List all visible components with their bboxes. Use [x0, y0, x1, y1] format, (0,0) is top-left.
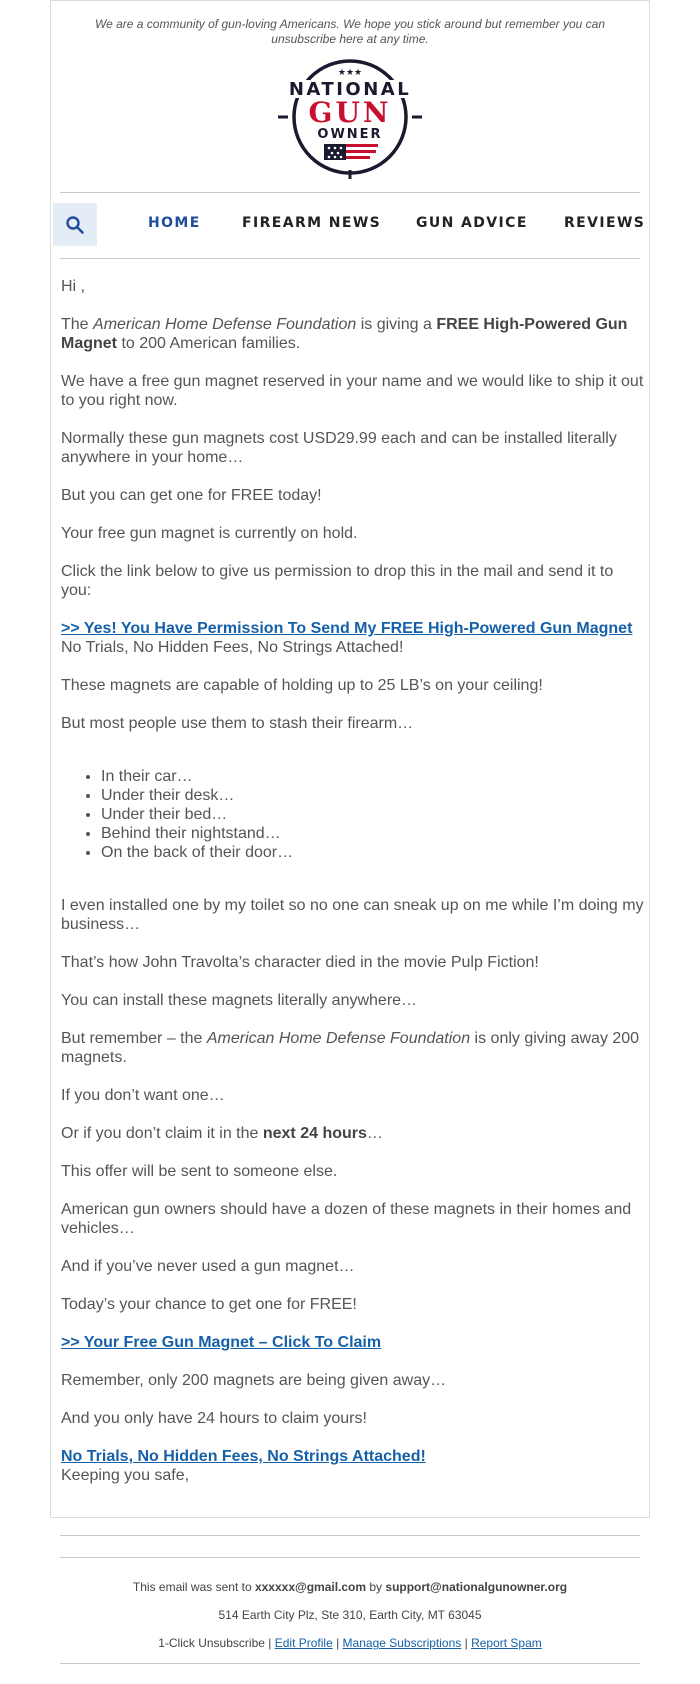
paragraph-on-hold: Your free gun magnet is currently on hold.	[61, 525, 358, 542]
paragraph-reserved: We have a free gun magnet reserved in your name and we would like to ship it out to you right now.	[61, 373, 644, 409]
paragraph-dont-want: If you don’t want one…	[61, 1087, 225, 1104]
footer-address: 514 Earth City Plz, Ste 310, Earth City, MT 63045	[218, 1608, 482, 1622]
nav-firearm-news[interactable]: FIREARM NEWS	[242, 215, 382, 231]
paragraph-capacity: These magnets are capable of holding up to 25 LB’s on your ceiling!	[61, 677, 543, 694]
footer-divider-1	[60, 1535, 640, 1536]
report-spam-link[interactable]: Report Spam	[471, 1636, 542, 1650]
header-divider-top	[60, 192, 640, 193]
paragraph-claim-yours: And you only have 24 hours to claim yours!	[61, 1410, 367, 1427]
logo-word-national: NATIONAL	[288, 79, 412, 100]
list-item: • Under their desk…	[101, 786, 647, 805]
search-icon	[65, 215, 85, 235]
list-item: • Behind their nightstand…	[101, 824, 647, 843]
paragraph-offer: The American Home Defense Foundation is giving a FREE High-Powered Gun Magnet to 200 American families.	[61, 316, 628, 352]
permission-link[interactable]: >> Yes! You Have Permission To Send My FREE High-Powered Gun Magnet	[61, 620, 633, 637]
list-item: • In their car…	[101, 767, 647, 786]
logo-word-gun: GUN	[308, 96, 392, 129]
logo-flag	[324, 144, 378, 160]
paragraph-free-today: But you can get one for FREE today!	[61, 487, 322, 504]
paragraph-24-hours: Or if you don’t claim it in the next 24 hours…	[61, 1125, 383, 1142]
signoff: Keeping you safe,	[61, 1467, 190, 1484]
paragraph-given-away: Remember, only 200 magnets are being given away…	[61, 1372, 447, 1389]
nav-gun-advice[interactable]: GUN ADVICE	[416, 215, 528, 231]
footer-links: 1-Click Unsubscribe | Edit Profile | Manage Subscriptions | Report Spam	[158, 1636, 542, 1650]
list-item: • On the back of their door…	[101, 843, 647, 862]
sender-email: support@nationalgunowner.org	[385, 1580, 568, 1594]
no-trials-text: No Trials, No Hidden Fees, No Strings Attached!	[61, 639, 404, 656]
paragraph-never-used: And if you’ve never used a gun magnet…	[61, 1258, 355, 1275]
bullet-list	[61, 767, 647, 862]
footer-divider-3	[60, 1663, 640, 1664]
manage-subscriptions-link[interactable]: Manage Subscriptions	[342, 1636, 462, 1650]
national-gun-owner-logo[interactable]	[276, 58, 424, 180]
paragraph-anywhere: You can install these magnets literally anywhere…	[61, 992, 418, 1009]
footer-divider-2	[60, 1557, 640, 1558]
paragraph-remember: But remember – the American Home Defense Foundation is only giving away 200 magnets.	[61, 1030, 640, 1066]
email-body	[61, 277, 647, 1485]
paragraph-travolta: That’s how John Travolta’s character died in the movie Pulp Fiction!	[61, 954, 539, 971]
paragraph-stash: But most people use them to stash their firearm…	[61, 715, 414, 732]
recipient-email: xxxxxx@gmail.com	[254, 1580, 367, 1594]
list-item: • Under their bed…	[101, 805, 647, 824]
paragraph-someone-else: This offer will be sent to someone else.	[61, 1163, 338, 1180]
paragraph-toilet: I even installed one by my toilet so no one can sneak up on me while I’m doing my business…	[61, 897, 644, 933]
nav-reviews[interactable]: REVIEWS	[564, 215, 646, 231]
claim-link[interactable]: >> Your Free Gun Magnet – Click To Claim	[61, 1334, 382, 1351]
paragraph-price: Normally these gun magnets cost USD29.99 each and can be installed literally anywhere in your home…	[61, 430, 617, 466]
header-divider-bottom	[60, 258, 640, 259]
search-button[interactable]	[53, 203, 97, 246]
org-name: American Home Defense Foundation	[206, 1030, 471, 1047]
paragraph-click-below: Click the link below to give us permission to drop this in the mail and send it to you:	[61, 563, 614, 599]
nav-home[interactable]: HOME	[148, 215, 201, 231]
unsubscribe-text[interactable]: 1-Click Unsubscribe	[158, 1636, 265, 1650]
edit-profile-link[interactable]: Edit Profile	[274, 1636, 333, 1650]
no-trials-link[interactable]: No Trials, No Hidden Fees, No Strings Attached!	[61, 1448, 426, 1465]
logo-word-owner: OWNER	[317, 127, 383, 142]
intro-note: We are a community of gun-loving Americans. We hope you stick around but remember you can unsubscribe here at any time.	[94, 17, 606, 46]
greeting: Hi ,	[61, 278, 85, 295]
org-name: American Home Defense Foundation	[93, 316, 357, 333]
paragraph-dozen: American gun owners should have a dozen of these magnets in their homes and vehicles…	[61, 1201, 632, 1237]
logo-stars: ★★★	[337, 68, 363, 78]
paragraph-chance: Today’s your chance to get one for FREE!	[61, 1296, 357, 1313]
footer-sent-to: This email was sent to xxxxxx@gmail.com by support@nationalgunowner.org	[132, 1580, 568, 1594]
